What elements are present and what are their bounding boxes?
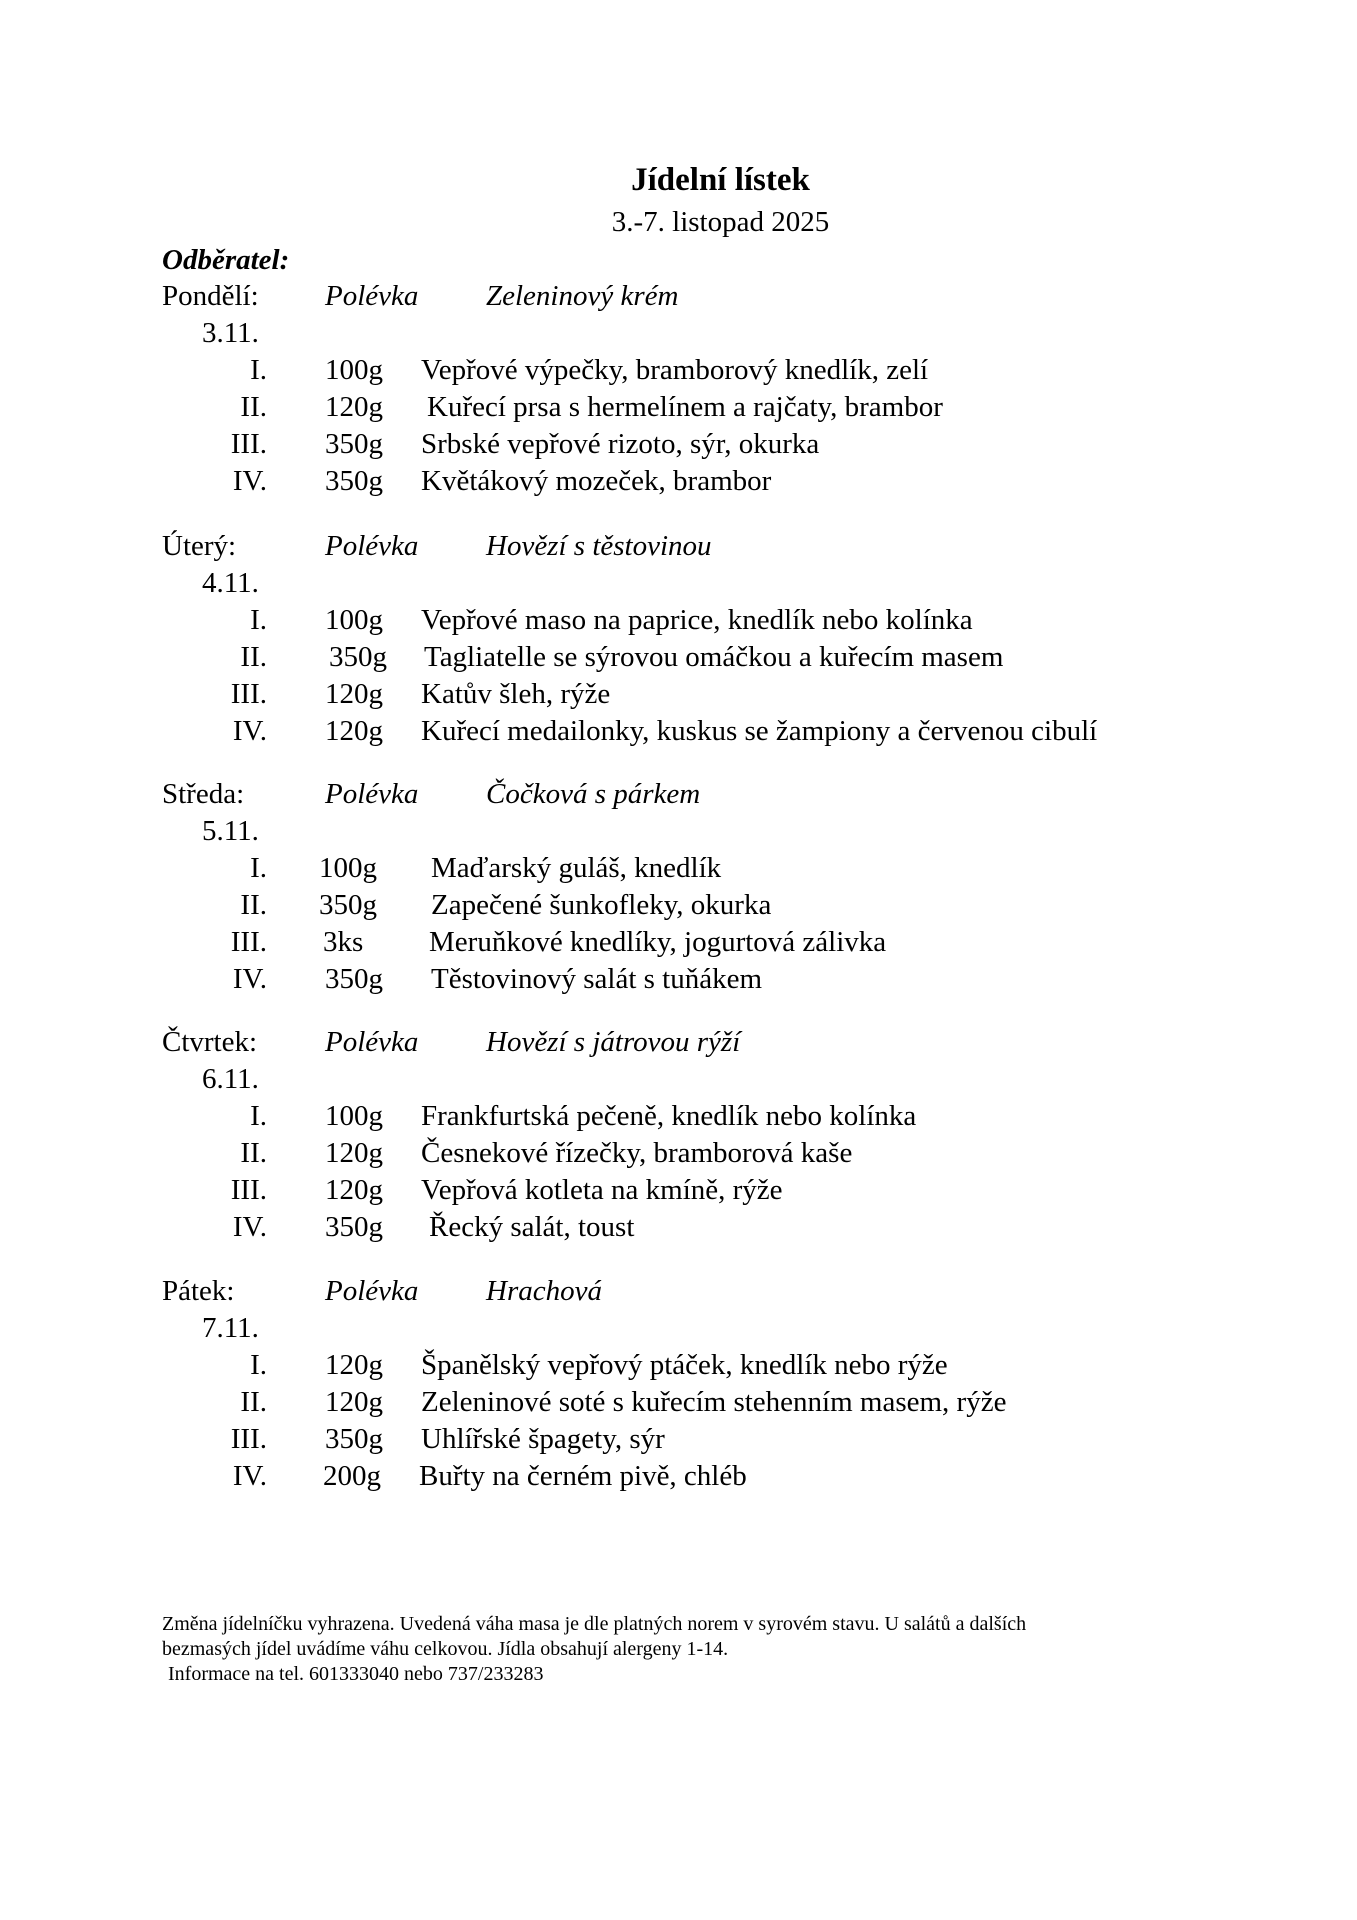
meal-number: IV. [232, 1211, 267, 1243]
day-date: 6.11. [202, 1063, 259, 1095]
meal-row [0, 1100, 1357, 1137]
meal-row [0, 678, 1357, 715]
meal-row [0, 1137, 1357, 1174]
meal-weight: 350g [325, 465, 383, 497]
customer-label: Odběratel: [162, 244, 290, 276]
day-section [0, 280, 1357, 520]
meal-weight: 350g [325, 428, 383, 460]
day-date: 5.11. [202, 815, 259, 847]
meal-description: Řecký salát, toust [429, 1211, 635, 1243]
meal-number: IV. [232, 465, 267, 497]
soup-name: Hovězí s těstovinou [486, 530, 712, 562]
meal-description: Španělský vepřový ptáček, knedlík nebo rýže [421, 1349, 948, 1381]
soup-label: Polévka [325, 1275, 419, 1307]
meal-description: Frankfurtská pečeně, knedlík nebo kolínka [421, 1100, 917, 1132]
soup-label: Polévka [325, 280, 419, 312]
meal-row [0, 391, 1357, 428]
day-section [0, 1026, 1357, 1266]
meal-row [0, 465, 1357, 502]
soup-name: Hovězí s játrovou rýží [486, 1026, 741, 1058]
day-date: 4.11. [202, 567, 259, 599]
meal-weight: 120g [325, 715, 383, 747]
footer-line-2: bezmasých jídel uvádíme váhu celkovou. Jídla obsahují alergeny 1-14. [162, 1638, 729, 1660]
meal-weight: 120g [325, 678, 383, 710]
meal-weight: 200g [323, 1460, 381, 1492]
meal-row [0, 1349, 1357, 1386]
meal-description: Vepřová kotleta na kmíně, rýže [421, 1174, 783, 1206]
meal-number: III. [230, 678, 267, 710]
meal-row [0, 889, 1357, 926]
meal-row [0, 1211, 1357, 1248]
meal-row [0, 963, 1357, 1000]
meal-number: IV. [232, 715, 267, 747]
meal-description: Srbské vepřové rizoto, sýr, okurka [421, 428, 820, 460]
meal-description: Tagliatelle se sýrovou omáčkou a kuřecím masem [424, 641, 1004, 673]
day-name: Čtvrtek: [162, 1026, 258, 1058]
meal-description: Buřty na černém pivě, chléb [419, 1460, 747, 1492]
meal-row [0, 926, 1357, 963]
meal-number: IV. [232, 1460, 267, 1492]
meal-number: II. [240, 1386, 267, 1418]
meal-description: Meruňkové knedlíky, jogurtová zálivka [429, 926, 887, 958]
meal-description: Vepřové maso na paprice, knedlík nebo kolínka [421, 604, 973, 636]
meal-weight: 120g [325, 1386, 383, 1418]
soup-label: Polévka [325, 530, 419, 562]
meal-weight: 100g [325, 1100, 383, 1132]
soup-name: Zeleninový krém [486, 280, 679, 312]
meal-description: Vepřové výpečky, bramborový knedlík, zelí [421, 354, 929, 386]
meal-row [0, 428, 1357, 465]
meal-weight: 100g [325, 604, 383, 636]
meal-row [0, 641, 1357, 678]
meal-row [0, 1423, 1357, 1460]
meal-row [0, 852, 1357, 889]
meal-description: Květákový mozeček, brambor [421, 465, 772, 497]
footer-line-1: Změna jídelníčku vyhrazena. Uvedená váha masa je dle platných norem v syrovém stavu. U salátů a dalších [162, 1613, 1027, 1635]
meal-description: Uhlířské špagety, sýr [421, 1423, 665, 1455]
meal-description: Katův šleh, rýže [421, 678, 611, 710]
soup-label: Polévka [325, 778, 419, 810]
footer-contact: Informace na tel. 601333040 nebo 737/233283 [168, 1663, 544, 1685]
meal-number: III. [230, 926, 267, 958]
meal-description: Zapečené šunkofleky, okurka [431, 889, 772, 921]
meal-row [0, 715, 1357, 752]
meal-number: II. [240, 889, 267, 921]
meal-number: III. [230, 1174, 267, 1206]
soup-label: Polévka [325, 1026, 419, 1058]
meal-row [0, 354, 1357, 391]
meal-description: Zeleninové soté s kuřecím stehenním masem, rýže [421, 1386, 1007, 1418]
page-title: Jídelní lístek [631, 162, 810, 198]
day-name: Pondělí: [162, 280, 259, 312]
meal-weight: 120g [325, 1174, 383, 1206]
meal-description: Těstovinový salát s tuňákem [431, 963, 763, 995]
footer-note [162, 1612, 1026, 1687]
date-range: 3.-7. listopad 2025 [611, 206, 830, 238]
meal-number: II. [240, 1137, 267, 1169]
meal-number: I. [250, 604, 267, 636]
meal-description: Maďarský guláš, knedlík [431, 852, 722, 884]
meal-description: Česnekové řízečky, bramborová kaše [421, 1137, 853, 1169]
meal-row [0, 604, 1357, 641]
meal-weight: 350g [325, 963, 383, 995]
meal-weight: 350g [319, 889, 377, 921]
meal-weight: 350g [325, 1211, 383, 1243]
day-name: Středa: [162, 778, 245, 810]
meal-weight: 350g [329, 641, 387, 673]
day-name: Úterý: [162, 530, 237, 562]
meal-description: Kuřecí prsa s hermelínem a rajčaty, brambor [427, 391, 943, 423]
meal-weight: 100g [325, 354, 383, 386]
meal-number: I. [250, 852, 267, 884]
meal-number: III. [230, 1423, 267, 1455]
soup-name: Čočková s párkem [486, 778, 701, 810]
meal-weight: 3ks [323, 926, 364, 958]
meal-row [0, 1386, 1357, 1423]
meal-weight: 120g [325, 1349, 383, 1381]
meal-number: II. [240, 641, 267, 673]
meal-number: I. [250, 354, 267, 386]
day-date: 7.11. [202, 1312, 259, 1344]
meal-number: III. [230, 428, 267, 460]
soup-name: Hrachová [486, 1275, 602, 1307]
meal-description: Kuřecí medailonky, kuskus se žampiony a červenou cibulí [421, 715, 1098, 747]
meal-weight: 120g [325, 391, 383, 423]
meal-row [0, 1174, 1357, 1211]
day-section [0, 530, 1357, 770]
day-section [0, 1275, 1357, 1515]
meal-weight: 350g [325, 1423, 383, 1455]
day-name: Pátek: [162, 1275, 235, 1307]
day-date: 3.11. [202, 317, 259, 349]
meal-weight: 100g [319, 852, 377, 884]
meal-row [0, 1460, 1357, 1497]
meal-number: I. [250, 1349, 267, 1381]
meal-weight: 120g [325, 1137, 383, 1169]
meal-number: I. [250, 1100, 267, 1132]
day-section [0, 778, 1357, 1018]
meal-number: II. [240, 391, 267, 423]
meal-number: IV. [232, 963, 267, 995]
